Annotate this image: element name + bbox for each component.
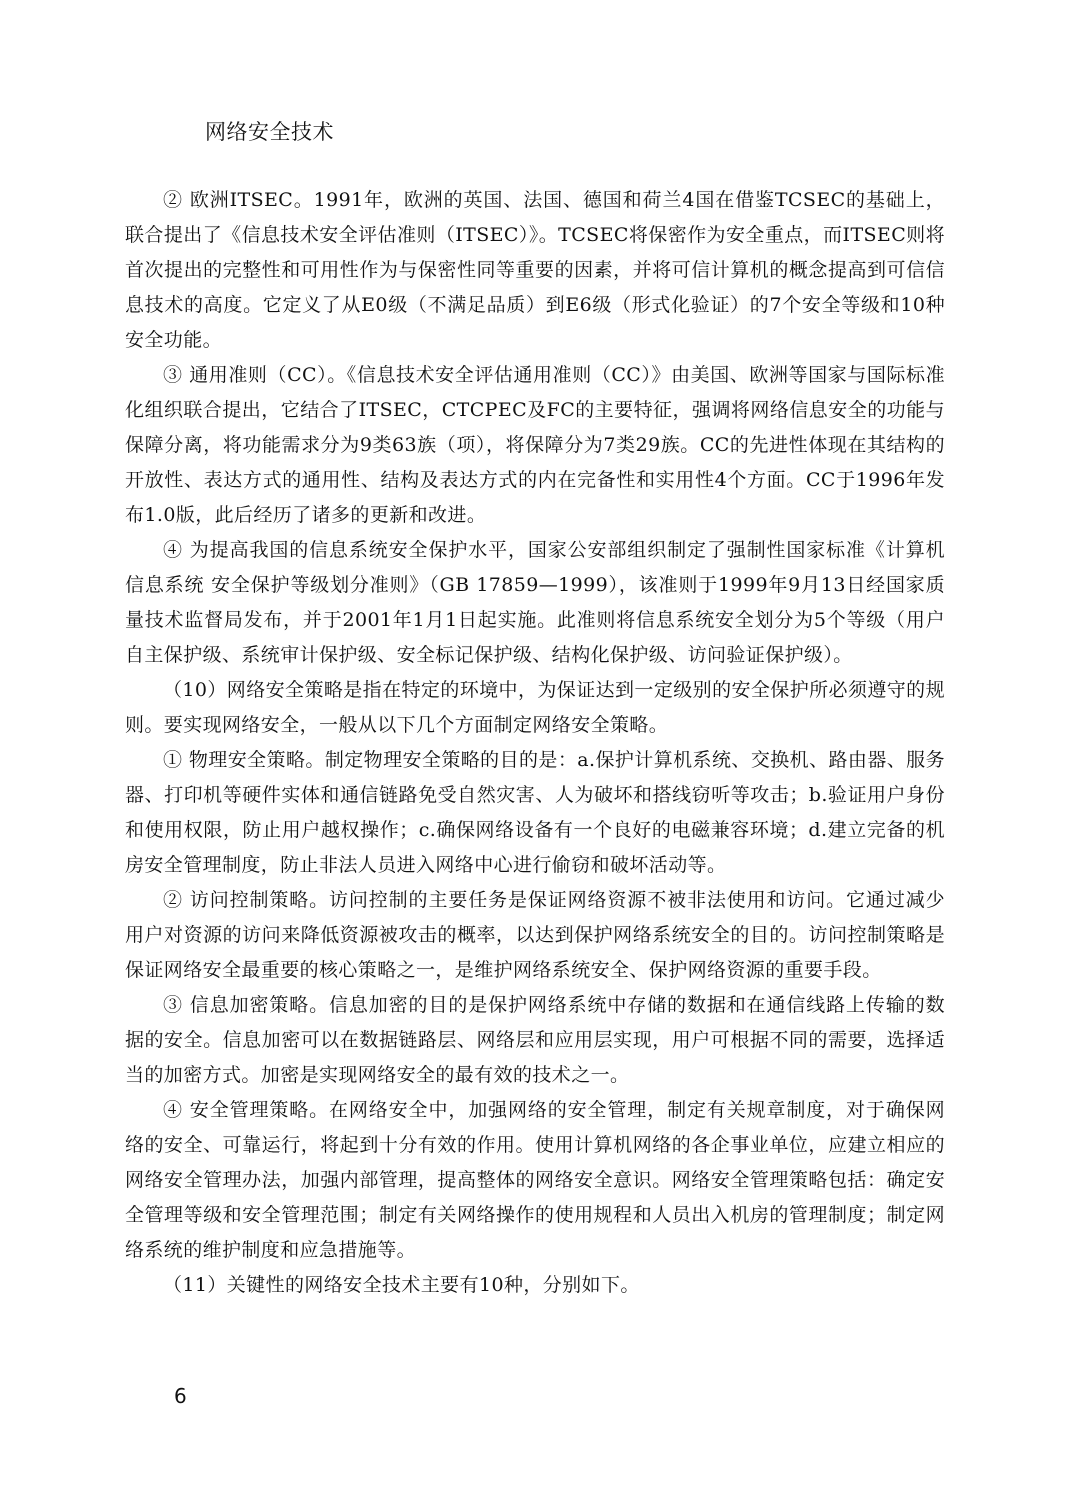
running-header-title: 网络安全技术 <box>205 120 334 144</box>
paragraph-gb17859: ④ 为提高我国的信息系统安全保护水平，国家公安部组织制定了强制性国家标准《计算机信息系统 安全保护等级划分准则》（GB 17859—1999），该准则于1999年9月13日经国家质量技术监督局发布，并于2001年1月1日起实施。此准则将信息系统安全划分为5个等级（用户自主保护级、系统审计保护级、安全标记保护级、结构化保护级、访问验证保护级）。 <box>125 539 945 666</box>
paragraph-key-technologies: （11）关键性的网络安全技术主要有10种，分别如下。 <box>163 1274 640 1296</box>
paragraph-access-control: ② 访问控制策略。访问控制的主要任务是保证网络资源不被非法使用和访问。它通过减少用户对资源的访问来降低资源被攻击的概率，以达到保护网络系统安全的目的。访问控制策略是保证网络安全最重要的核心策略之一，是维护网络系统安全、保护网络资源的重要手段。 <box>125 889 945 981</box>
paragraph-common-criteria: ③ 通用准则（CC）。《信息技术安全评估通用准则（CC）》由美国、欧洲等国家与国际标准化组织联合提出，它结合了ITSEC，CTCPEC及FC的主要特征，强调将网络信息安全的功能与保障分离，将功能需求分为9类63族（项），将保障分为7类29族。CC的先进性体现在其结构的开放性、表达方式的通用性、结构及表达方式的内在完备性和实用性4个方面。CC于1996年发布1.0版，此后经历了诸多的更新和改进。 <box>125 364 945 526</box>
paragraph-itsec: ② 欧洲ITSEC。1991年，欧洲的英国、法国、德国和荷兰4国在借鉴TCSEC的基础上，联合提出了《信息技术安全评估准则（ITSEC）》。TCSEC将保密作为安全重点，而ITSEC则将首次提出的完整性和可用性作为与保密性同等重要的因素，并将可信计算机的概念提高到可信信息技术的高度。它定义了从E0级（不满足品质）到E6级（形式化验证）的7个安全等级和10种安全功能。 <box>125 189 945 351</box>
page-number: 6 <box>174 1384 187 1408</box>
body-text <box>125 183 945 1303</box>
paragraph-security-policy: （10）网络安全策略是指在特定的环境中，为保证达到一定级别的安全保护所必须遵守的规则。要实现网络安全，一般从以下几个方面制定网络安全策略。 <box>125 679 945 736</box>
paragraph-encryption: ③ 信息加密策略。信息加密的目的是保护网络系统中存储的数据和在通信线路上传输的数据的安全。信息加密可以在数据链路层、网络层和应用层实现，用户可根据不同的需要，选择适当的加密方式。加密是实现网络安全的最有效的技术之一。 <box>125 994 945 1086</box>
paragraph-physical-security: ① 物理安全策略。制定物理安全策略的目的是：a.保护计算机系统、交换机、路由器、服务器、打印机等硬件实体和通信链路免受自然灾害、人为破坏和搭线窃听等攻击；b.验证用户身份和使用权限，防止用户越权操作；c.确保网络设备有一个良好的电磁兼容环境；d.建立完备的机房安全管理制度，防止非法人员进入网络中心进行偷窃和破坏活动等。 <box>125 749 945 876</box>
paragraph-security-management: ④ 安全管理策略。在网络安全中，加强网络的安全管理，制定有关规章制度，对于确保网络的安全、可靠运行，将起到十分有效的作用。使用计算机网络的各企事业单位，应建立相应的网络安全管理办法，加强内部管理，提高整体的网络安全意识。网络安全管理策略包括：确定安全管理等级和安全管理范围；制定有关网络操作的使用规程和人员出入机房的管理制度；制定网络系统的维护制度和应急措施等。 <box>125 1099 945 1261</box>
